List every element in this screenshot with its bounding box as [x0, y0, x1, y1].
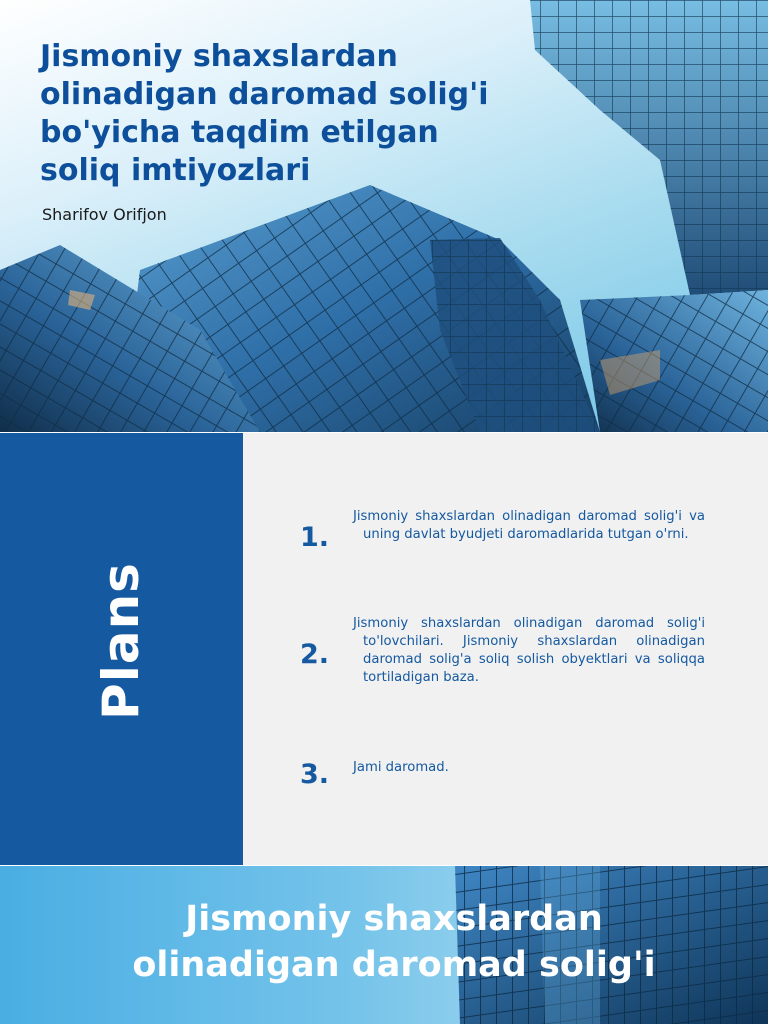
section-title: Jismoniy shaxslardan olinadigan daromad solig'i [132, 899, 656, 985]
section-title-slide [0, 866, 768, 1024]
presentation-title: Jismoniy shaxslardan olinadigan daromad solig'i bo'yicha taqdim etilgan soliq imtiyozlari [40, 39, 489, 188]
plan-number: 3. [300, 759, 330, 790]
plan-text: Jismoniy shaxslardan olinadigan daromad solig'i to'lovchilari. Jismoniy shaxslardan olinadigan daromad solig'a soliq solish obyektlari va soliqqa tortiladigan baza. [353, 616, 705, 685]
author-name: Sharifov Orifjon [42, 205, 167, 224]
plan-text: Jismoniy shaxslardan olinadigan daromad solig'i va uning davlat byudjeti daromadlarida tutgan o'rni. [353, 509, 705, 542]
plan-text: Jami daromad. [353, 760, 449, 775]
plans-slide [0, 433, 768, 865]
side-panel [0, 433, 243, 865]
title-slide [0, 0, 768, 432]
plan-number: 1. [300, 522, 330, 553]
plan-number: 2. [300, 639, 330, 670]
plans-heading: Plans [92, 562, 150, 720]
